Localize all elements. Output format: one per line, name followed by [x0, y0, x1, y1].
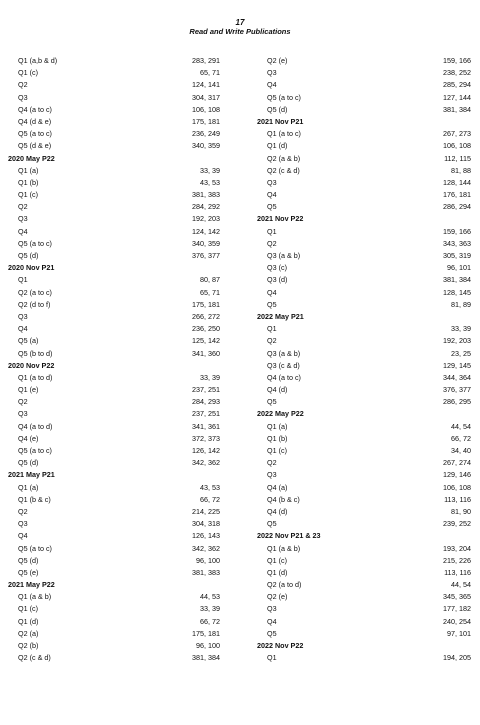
section-heading: [8, 153, 220, 165]
page-references: 239, 252: [443, 519, 471, 529]
question-label: Q2 (c & d): [267, 165, 300, 175]
page-references: 66, 72: [200, 494, 220, 504]
page-references: 283, 291: [192, 56, 220, 65]
page-references: 106, 108: [443, 141, 471, 151]
index-entry: [257, 555, 471, 567]
index-entry: [8, 616, 220, 628]
page-references: 125, 142: [192, 336, 220, 346]
page-references: 304, 318: [192, 519, 220, 529]
page-references: 381, 384: [192, 653, 220, 663]
question-label: Q1 (c): [18, 604, 38, 614]
index-entry: [257, 348, 471, 360]
page-references: 66, 72: [451, 433, 471, 443]
index-entry: [257, 445, 471, 457]
index-entry: [8, 238, 220, 250]
page-references: 66, 72: [200, 616, 220, 626]
question-label: Q2 (a to c): [18, 287, 52, 297]
session-label: 2022 May P22: [257, 409, 304, 419]
index-entry: [257, 518, 471, 530]
index-entry: [8, 67, 220, 79]
page-references: 81, 89: [451, 299, 471, 309]
page-references: 305, 319: [443, 251, 471, 260]
question-label: Q1 (c): [18, 190, 38, 200]
index-entry: [257, 128, 471, 140]
page-references: 33, 39: [451, 324, 471, 334]
question-label: Q3 (c & d): [267, 360, 300, 370]
question-label: Q3: [18, 409, 28, 419]
question-label: Q1: [267, 653, 277, 663]
index-entry: [257, 433, 471, 445]
question-label: Q5: [267, 202, 277, 212]
page-references: 80, 87: [200, 275, 220, 285]
question-label: Q2 (b): [18, 641, 39, 650]
index-entry: [8, 518, 220, 530]
index-entry: [257, 591, 471, 603]
question-label: Q1 (c): [267, 555, 287, 565]
page-references: 381, 384: [443, 104, 471, 114]
question-label: Q5 (e): [18, 567, 39, 577]
index-entry: [8, 116, 220, 128]
index-entry: [8, 201, 220, 213]
page-references: 34, 40: [451, 446, 471, 455]
session-label: 2020 May P22: [8, 153, 55, 163]
page-references: 33, 39: [200, 604, 220, 614]
index-entry: [8, 640, 220, 652]
question-label: Q5 (d): [18, 251, 39, 260]
question-label: Q1 (c): [267, 446, 287, 455]
page-references: 237, 251: [192, 385, 220, 395]
page-references: 215, 226: [443, 555, 471, 565]
page-references: 341, 360: [192, 348, 220, 358]
page-references: 127, 144: [443, 92, 471, 102]
page-references: 341, 361: [192, 421, 220, 431]
index-entry: [8, 567, 220, 579]
question-label: Q4 (b & c): [267, 494, 300, 504]
page-references: 112, 115: [444, 153, 471, 163]
question-label: Q5 (a to c): [18, 543, 52, 553]
index-entry: [257, 543, 471, 555]
question-label: Q3: [267, 177, 277, 187]
index-entry: [8, 652, 220, 664]
question-label: Q4: [18, 531, 28, 541]
page-references: 106, 108: [192, 104, 220, 114]
page-references: 345, 365: [443, 592, 471, 602]
session-label: 2022 Nov P21 & 23: [257, 531, 321, 541]
page-references: 344, 364: [443, 372, 471, 382]
index-entry: [8, 384, 220, 396]
question-label: Q2: [18, 202, 28, 212]
index-entry: [8, 494, 220, 506]
page-references: 236, 250: [192, 324, 220, 334]
question-label: Q2: [18, 506, 28, 516]
index-entry: [8, 140, 220, 152]
question-label: Q3 (c): [267, 263, 287, 273]
question-label: Q1 (d): [18, 616, 39, 626]
index-entry: [257, 616, 471, 628]
question-label: Q4 (a to c): [18, 104, 52, 114]
index-entry: [257, 384, 471, 396]
page-references: 266, 272: [192, 311, 220, 321]
page-references: 44, 53: [200, 592, 220, 602]
index-entry: [257, 177, 471, 189]
index-entry: [257, 603, 471, 615]
session-label: 2021 May P22: [8, 580, 55, 590]
question-label: Q5: [267, 299, 277, 309]
session-label: 2020 Nov P21: [8, 263, 55, 273]
index-entry: [8, 79, 220, 91]
question-label: Q3 (a & b): [267, 348, 301, 358]
question-label: Q4: [267, 616, 277, 626]
index-entry: [257, 201, 471, 213]
index-entry: [257, 494, 471, 506]
page-references: 372, 373: [192, 433, 220, 443]
page-references: 124, 142: [192, 226, 220, 236]
page-references: 96, 101: [447, 263, 471, 273]
question-label: Q1 (e): [18, 385, 39, 395]
page-references: 267, 273: [443, 129, 471, 139]
page-references: 44, 54: [451, 580, 471, 590]
index-entry: [8, 287, 220, 299]
index-entry: [257, 457, 471, 469]
index-entry: [257, 469, 471, 481]
question-label: Q3: [18, 311, 28, 321]
question-label: Q5 (d): [267, 104, 288, 114]
section-heading: [257, 530, 471, 542]
question-label: Q3: [267, 470, 277, 480]
page-references: 214, 225: [192, 506, 220, 516]
page-references: 126, 142: [192, 446, 220, 455]
question-label: Q1 (d): [267, 141, 288, 151]
index-entry: [8, 274, 220, 286]
question-label: Q2 (a to d): [267, 580, 302, 590]
question-label: Q2: [267, 458, 277, 468]
index-entry: [257, 250, 471, 262]
question-label: Q3: [267, 604, 277, 614]
page-references: 286, 294: [443, 202, 471, 212]
index-entry: [257, 652, 471, 664]
question-label: Q2: [267, 336, 277, 346]
question-label: Q1 (a): [18, 482, 39, 492]
index-entry: [8, 128, 220, 140]
section-heading: [8, 360, 220, 372]
page-references: 159, 166: [443, 226, 471, 236]
question-label: Q2 (e): [267, 56, 288, 65]
question-label: Q4 (a to c): [267, 372, 301, 382]
question-label: Q5 (a): [18, 336, 39, 346]
session-label: 2022 May P21: [257, 311, 304, 321]
index-entry: [257, 67, 471, 79]
index-entry: [8, 433, 220, 445]
page-references: 194, 205: [443, 653, 471, 663]
question-label: Q1 (a to c): [267, 129, 301, 139]
index-entry: [257, 567, 471, 579]
index-entry: [257, 226, 471, 238]
index-entry: [8, 482, 220, 494]
index-entry: [8, 543, 220, 555]
page-references: 33, 39: [200, 372, 220, 382]
page-references: 65, 71: [200, 68, 220, 78]
index-entry: [257, 262, 471, 274]
page-references: 192, 203: [192, 214, 220, 224]
page-references: 177, 182: [443, 604, 471, 614]
index-entry: [8, 311, 220, 323]
question-label: Q5: [267, 397, 277, 407]
session-label: 2021 May P21: [8, 470, 55, 480]
page-references: 128, 144: [443, 177, 471, 187]
question-label: Q4: [267, 190, 277, 200]
index-entry: [257, 506, 471, 518]
page-references: 286, 295: [443, 397, 471, 407]
index-entry: [8, 55, 220, 67]
question-label: Q1 (a to d): [18, 372, 53, 382]
question-label: Q5 (a to c): [18, 129, 52, 139]
page-references: 175, 181: [192, 628, 220, 638]
question-label: Q3 (d): [267, 275, 288, 285]
section-heading: [257, 640, 471, 652]
page-references: 284, 293: [192, 397, 220, 407]
page-references: 65, 71: [200, 287, 220, 297]
question-label: Q1 (c): [18, 68, 38, 78]
page-references: 376, 377: [443, 385, 471, 395]
index-entry: [257, 189, 471, 201]
index-entry: [257, 238, 471, 250]
question-label: Q5: [267, 519, 277, 529]
index-entry: [8, 530, 220, 542]
index-entry: [257, 79, 471, 91]
question-label: Q2 (a): [18, 628, 39, 638]
question-label: Q1 (a): [18, 165, 39, 175]
page-references: 381, 383: [192, 567, 220, 577]
index-entry: [257, 482, 471, 494]
page-number: 17: [235, 18, 245, 27]
index-entry: [257, 104, 471, 116]
page-references: 43, 53: [200, 177, 220, 187]
question-label: Q3: [18, 519, 28, 529]
page-references: 175, 181: [192, 299, 220, 309]
section-heading: [257, 116, 471, 128]
question-label: Q5 (a to c): [18, 446, 52, 455]
question-label: Q2 (c & d): [18, 653, 51, 663]
page-references: 267, 274: [443, 458, 471, 468]
page-references: 159, 166: [443, 56, 471, 65]
page-header: [0, 18, 480, 36]
question-label: Q4 (a): [267, 482, 288, 492]
question-label: Q4 (e): [18, 433, 39, 443]
index-entry: [8, 457, 220, 469]
index-entry: [257, 55, 471, 67]
index-entry: [8, 372, 220, 384]
page-references: 129, 146: [443, 470, 471, 480]
page-references: 240, 254: [443, 616, 471, 626]
page-references: 342, 362: [192, 458, 220, 468]
page-references: 304, 317: [192, 92, 220, 102]
page-references: 176, 181: [443, 190, 471, 200]
question-label: Q1 (d): [267, 567, 288, 577]
index-entry: [257, 140, 471, 152]
page-references: 284, 292: [192, 202, 220, 212]
page-references: 343, 363: [443, 238, 471, 248]
index-entry: [8, 421, 220, 433]
question-label: Q1: [267, 226, 277, 236]
question-label: Q1 (a & b): [267, 543, 301, 553]
question-label: Q2: [267, 238, 277, 248]
question-label: Q4: [18, 324, 28, 334]
question-label: Q2: [18, 397, 28, 407]
page-references: 340, 359: [192, 141, 220, 151]
question-label: Q4 (d & e): [18, 116, 52, 126]
index-entry: [8, 189, 220, 201]
session-label: 2020 Nov P22: [8, 360, 55, 370]
page-references: 381, 383: [192, 190, 220, 200]
question-label: Q1 (b & c): [18, 494, 51, 504]
page-references: 126, 143: [192, 531, 220, 541]
index-entry: [257, 335, 471, 347]
index-entry: [8, 603, 220, 615]
question-label: Q1 (a & b): [18, 592, 52, 602]
page-references: 81, 90: [451, 506, 471, 516]
page-references: 113, 116: [444, 567, 471, 577]
index-entry: [257, 323, 471, 335]
page-references: 376, 377: [192, 251, 220, 260]
page-references: 129, 145: [443, 360, 471, 370]
section-heading: [8, 469, 220, 481]
session-label: 2022 Nov P22: [257, 641, 304, 650]
question-label: Q4 (d): [267, 385, 288, 395]
index-entry: [257, 165, 471, 177]
index-entry: [8, 445, 220, 457]
index-entry: [8, 506, 220, 518]
page-references: 193, 204: [443, 543, 471, 553]
index-entry: [8, 165, 220, 177]
index-entry: [257, 299, 471, 311]
question-label: Q4: [267, 80, 277, 90]
question-label: Q1 (a,b & d): [18, 56, 58, 65]
page-references: 238, 252: [443, 68, 471, 78]
page-references: 340, 359: [192, 238, 220, 248]
index-entry: [257, 628, 471, 640]
question-label: Q5 (a to c): [267, 92, 301, 102]
session-label: 2021 Nov P21: [257, 116, 304, 126]
page-references: 192, 203: [443, 336, 471, 346]
page-references: 44, 54: [451, 421, 471, 431]
page-references: 236, 249: [192, 129, 220, 139]
question-label: Q4: [18, 226, 28, 236]
question-label: Q5 (d): [18, 555, 39, 565]
index-entry: [8, 104, 220, 116]
section-heading: [8, 579, 220, 591]
question-label: Q1 (a): [267, 421, 288, 431]
question-label: Q5 (b to d): [18, 348, 53, 358]
index-entry: [8, 226, 220, 238]
section-heading: [8, 262, 220, 274]
page-references: 96, 100: [196, 641, 220, 650]
question-label: Q2 (e): [267, 592, 288, 602]
index-entry: [257, 421, 471, 433]
page-references: 175, 181: [192, 116, 220, 126]
publisher-name: Read and Write Publications: [189, 27, 291, 36]
question-label: Q4: [267, 287, 277, 297]
section-heading: [257, 213, 471, 225]
index-entry: [257, 287, 471, 299]
page-references: 97, 101: [447, 628, 471, 638]
session-label: 2021 Nov P22: [257, 214, 304, 224]
question-label: Q3 (a & b): [267, 251, 301, 260]
index-entry: [8, 177, 220, 189]
page-references: 113, 116: [444, 494, 471, 504]
question-label: Q1: [18, 275, 28, 285]
page-references: 33, 39: [200, 165, 220, 175]
index-entry: [257, 92, 471, 104]
index-entry: [8, 335, 220, 347]
page-references: 23, 25: [451, 348, 471, 358]
index-column-right: [257, 55, 471, 664]
question-label: Q2: [18, 80, 28, 90]
question-label: Q1 (b): [267, 433, 288, 443]
index-entry: [8, 323, 220, 335]
page-references: 128, 145: [443, 287, 471, 297]
index-entry: [8, 299, 220, 311]
page-references: 96, 100: [196, 555, 220, 565]
index-entry: [8, 250, 220, 262]
index-entry: [257, 396, 471, 408]
question-label: Q5 (d): [18, 458, 39, 468]
index-entry: [8, 591, 220, 603]
index-entry: [8, 213, 220, 225]
section-heading: [257, 311, 471, 323]
question-label: Q1 (b): [18, 177, 39, 187]
page-references: 237, 251: [192, 409, 220, 419]
index-entry: [8, 628, 220, 640]
page-references: 285, 294: [443, 80, 471, 90]
index-entry: [257, 360, 471, 372]
page-references: 342, 362: [192, 543, 220, 553]
question-label: Q5 (a to c): [18, 238, 52, 248]
index-entry: [257, 274, 471, 286]
index-column-left: [8, 55, 220, 664]
page-references: 106, 108: [443, 482, 471, 492]
question-label: Q5 (d & e): [18, 141, 52, 151]
page-references: 381, 384: [443, 275, 471, 285]
question-label: Q3: [267, 68, 277, 78]
question-label: Q4 (d): [267, 506, 288, 516]
index-entry: [8, 348, 220, 360]
question-label: Q2 (a & b): [267, 153, 301, 163]
index-entry: [257, 372, 471, 384]
page-references: 43, 53: [200, 482, 220, 492]
index-entry: [257, 153, 471, 165]
index-entry: [8, 555, 220, 567]
question-label: Q5: [267, 628, 277, 638]
question-label: Q3: [18, 214, 28, 224]
page-references: 124, 141: [192, 80, 220, 90]
section-heading: [257, 408, 471, 420]
index-entry: [8, 92, 220, 104]
page-references: 81, 88: [451, 165, 471, 175]
question-label: Q3: [18, 92, 28, 102]
index-entry: [8, 396, 220, 408]
question-label: Q4 (a to d): [18, 421, 53, 431]
index-entry: [257, 579, 471, 591]
question-label: Q2 (d to f): [18, 299, 51, 309]
index-entry: [8, 408, 220, 420]
question-label: Q1: [267, 324, 277, 334]
